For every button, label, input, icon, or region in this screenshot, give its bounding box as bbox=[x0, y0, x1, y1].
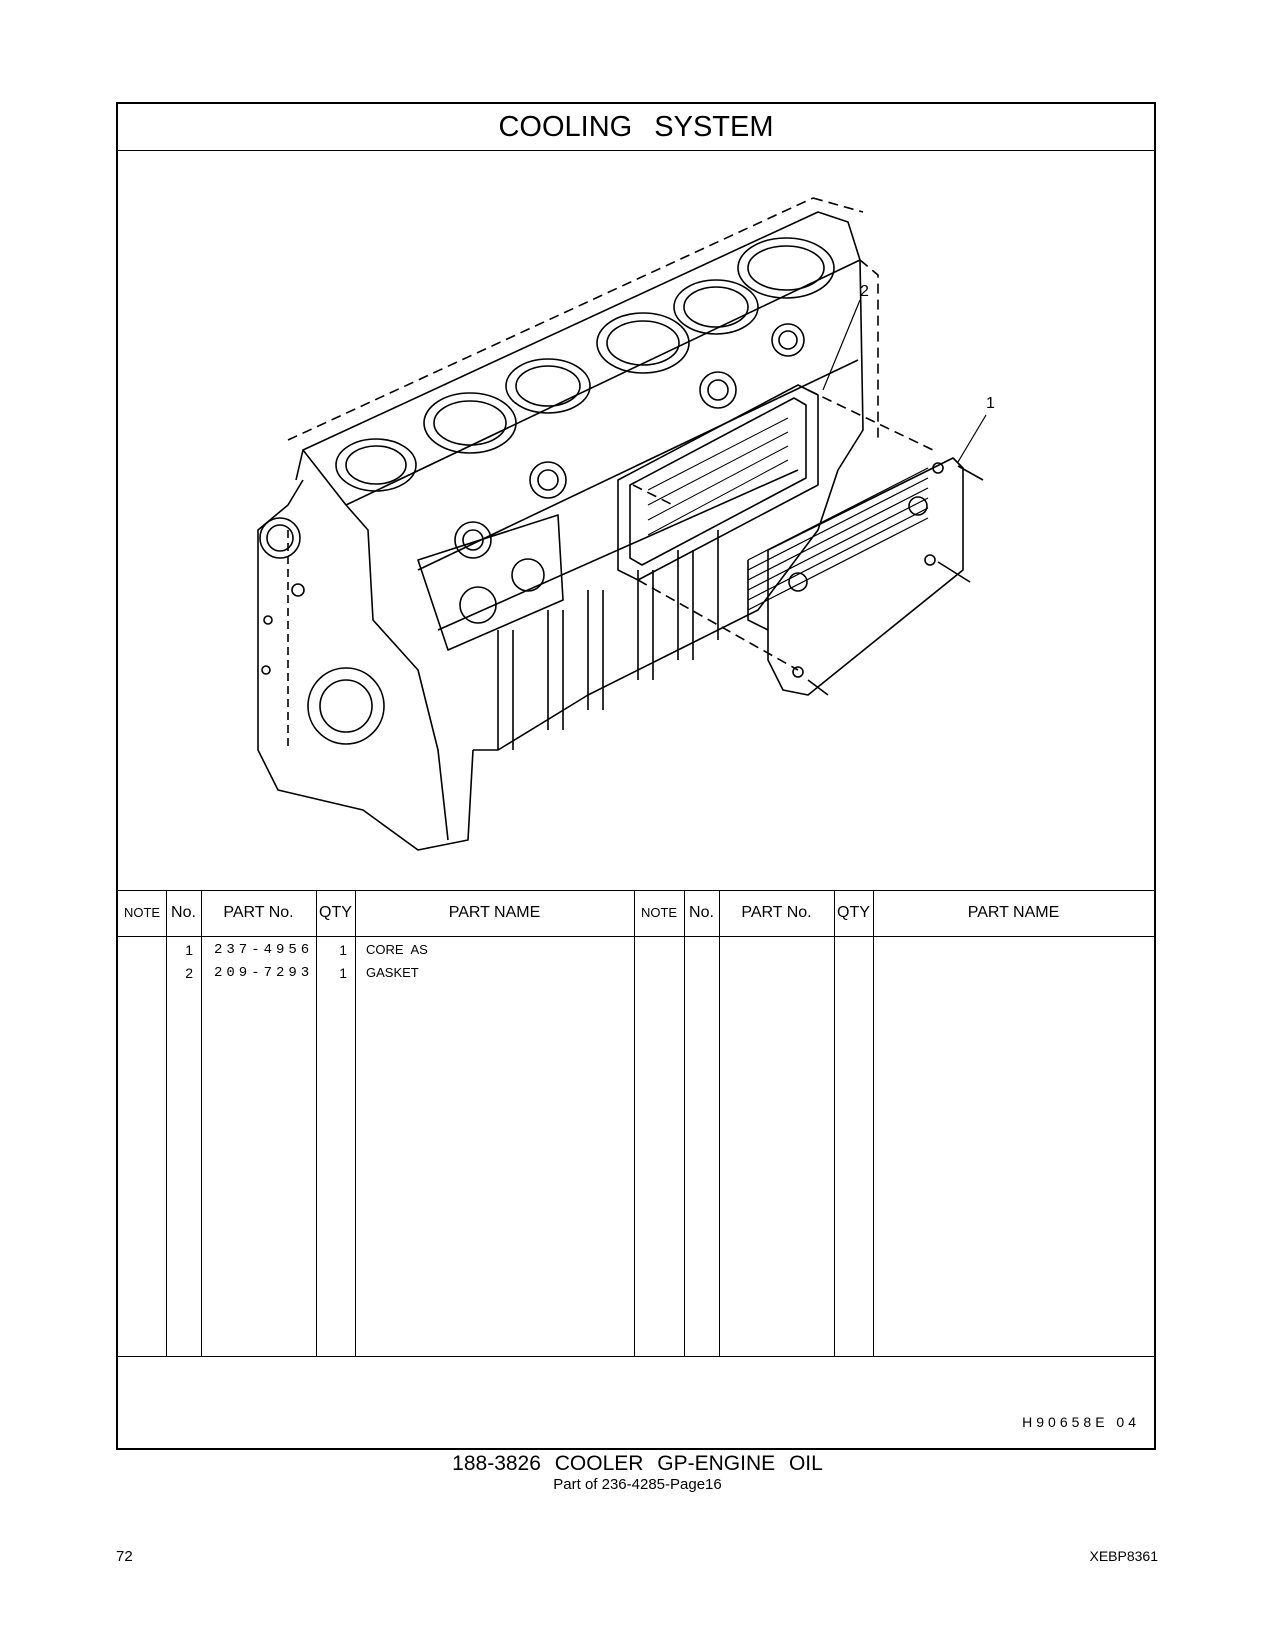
caption-sub: Part of 236-4285-Page16 bbox=[553, 1476, 722, 1493]
part-row-2-partno: 209-7293 bbox=[214, 965, 314, 981]
section-title: COOLING SYSTEM bbox=[498, 111, 774, 143]
header-no-right: No. bbox=[689, 904, 714, 921]
column-rule bbox=[166, 890, 167, 1356]
parts-page-frame bbox=[116, 102, 1156, 1450]
header-qty-right: QTY bbox=[837, 904, 870, 921]
figure-code: H90658E 04 bbox=[1022, 1414, 1140, 1430]
header-qty-left: QTY bbox=[319, 904, 352, 921]
column-rule bbox=[719, 890, 720, 1356]
engine-block-drawing bbox=[118, 150, 1154, 890]
column-rule bbox=[634, 890, 635, 1356]
header-note-right: NOTE bbox=[640, 905, 678, 920]
header-partno-left: PART No. bbox=[223, 904, 294, 921]
parts-table bbox=[118, 890, 1154, 1356]
part-row-1-no: 1 bbox=[185, 942, 193, 958]
column-rule bbox=[316, 890, 317, 1356]
column-rule bbox=[355, 890, 356, 1356]
header-no-left: No. bbox=[171, 904, 196, 921]
column-rule bbox=[873, 890, 874, 1356]
footer-rule bbox=[118, 1356, 1154, 1357]
header-partname-right: PART NAME bbox=[967, 904, 1060, 921]
header-note-left: NOTE bbox=[123, 905, 161, 920]
engine-illustration bbox=[118, 150, 1154, 891]
part-row-1-name: CORE AS bbox=[366, 942, 428, 957]
column-rule bbox=[834, 890, 835, 1356]
page-caption bbox=[0, 1452, 1275, 1494]
part-row-2-no: 2 bbox=[185, 965, 193, 981]
part-row-1-partno: 237-4956 bbox=[214, 942, 314, 958]
part-row-1-qty: 1 bbox=[339, 942, 347, 958]
document-id: XEBP8361 bbox=[1089, 1548, 1158, 1564]
header-partname-left: PART NAME bbox=[448, 904, 541, 921]
part-row-2-name: GASKET bbox=[366, 965, 419, 980]
page-number: 72 bbox=[116, 1548, 133, 1565]
column-rule bbox=[684, 890, 685, 1356]
header-partno-right: PART No. bbox=[741, 904, 812, 921]
caption-main: 188-3826 COOLER GP-ENGINE OIL bbox=[452, 1452, 823, 1475]
column-rule bbox=[201, 890, 202, 1356]
section-title-bar bbox=[118, 104, 1154, 151]
header-rule bbox=[118, 936, 1154, 937]
callout-1: 1 bbox=[986, 395, 995, 412]
callout-2: 2 bbox=[860, 283, 869, 300]
part-row-2-qty: 1 bbox=[339, 965, 347, 981]
